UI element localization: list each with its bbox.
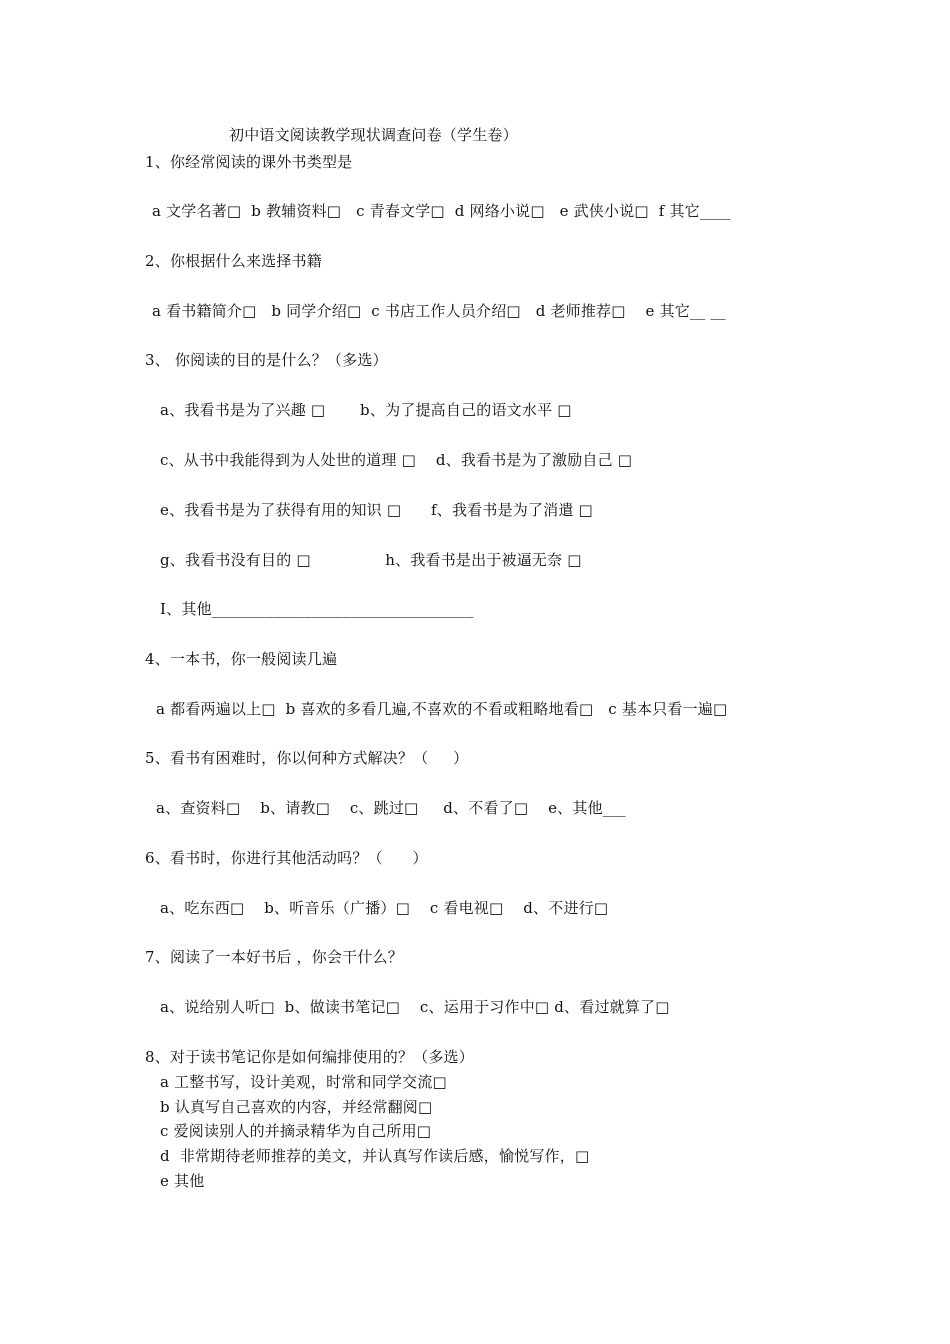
question-6-options: a、吃东西□ b、听音乐（广播）□ c 看电视□ d、不进行□	[160, 899, 609, 917]
question-8-option-c: c 爱阅读别人的并摘录精华为自己所用□	[160, 1122, 432, 1140]
question-7-options: a、说给别人听□ b、做读书笔记□ c、运用于习作中□ d、看过就算了□	[160, 998, 670, 1016]
question-3-option-gh: g、我看书没有目的 □ h、我看书是出于被逼无奈 □	[160, 551, 582, 569]
question-3-option-cd: c、从书中我能得到为人处世的道理 □ d、我看书是为了激励自己 □	[160, 451, 633, 469]
question-3: 3、 你阅读的目的是什么？（多选）	[145, 351, 388, 369]
question-8-option-e: e 其他	[160, 1172, 205, 1190]
question-5-options: a、查资料□ b、请教□ c、跳过□ d、不看了□ e、其他___	[156, 799, 626, 817]
question-1: 1、你经常阅读的课外书类型是	[145, 153, 353, 171]
question-3-option-i: I、其他__________________________________	[160, 600, 474, 618]
question-8-option-a: a 工整书写，设计美观，时常和同学交流□	[160, 1073, 447, 1091]
question-3-option-ab: a、我看书是为了兴趣 □ b、为了提高自己的语文水平 □	[160, 401, 572, 419]
question-2: 2、你根据什么来选择书籍	[145, 252, 322, 270]
question-8: 8、对于读书笔记你是如何编排使用的？（多选）	[145, 1048, 474, 1066]
question-8-option-d: d 非常期待老师推荐的美文，并认真写作读后感，愉悦写作，□	[160, 1147, 590, 1165]
question-5: 5、看书有困难时，你以何种方式解决？（ ）	[145, 749, 469, 767]
question-3-option-ef: e、我看书是为了获得有用的知识 □ f、我看书是为了消遣 □	[160, 501, 593, 519]
question-1-options: a 文学名著□ b 教辅资料□ c 青春文学□ d 网络小说□ e 武侠小说□ f 其它____	[152, 202, 731, 220]
question-7: 7、阅读了一本好书后 ，你会干什么？	[145, 948, 403, 966]
question-6: 6、看书时，你进行其他活动吗？（ ）	[145, 849, 428, 867]
question-4-options: a 都看两遍以上□ b 喜欢的多看几遍,不喜欢的不看或粗略地看□ c 基本只看一遍□	[156, 700, 728, 718]
question-4: 4、一本书，你一般阅读几遍	[145, 650, 338, 668]
question-8-option-b: b 认真写自己喜欢的内容，并经常翻阅□	[160, 1098, 433, 1116]
page-title: 初中语文阅读教学现状调查问卷（学生卷）	[229, 126, 518, 144]
question-2-options: a 看书籍简介□ b 同学介绍□ c 书店工作人员介绍□ d 老师推荐□ e 其它__ __	[152, 302, 726, 320]
